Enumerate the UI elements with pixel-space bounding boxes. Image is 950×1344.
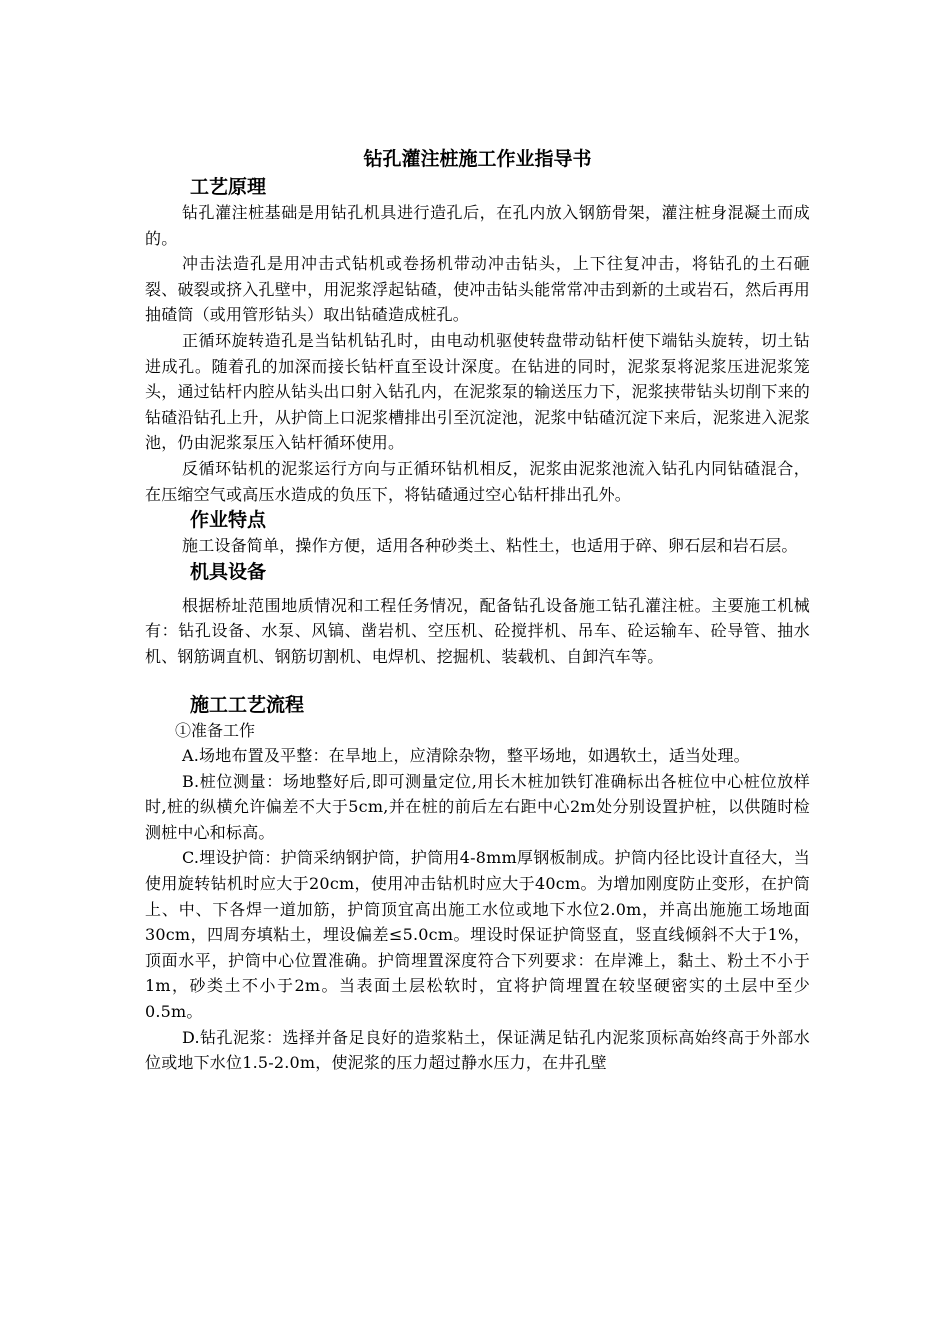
paragraph-site-layout: A.场地布置及平整：在旱地上，应清除杂物，整平场地，如遇软土，适当处理。	[182, 746, 750, 766]
paragraph: 根据桥址范围地质情况和工程任务情况，配备钻孔设备施工钻孔灌注桩。主要施工机械有：钻孔设备、水泵、风镐、凿岩机、空压机、砼搅拌机、吊车、砼运输车、砼导管、抽水机、钢筋调直机、钢筋切割机、电焊机、挖掘机、装载机、自卸汽车等。	[145, 595, 810, 666]
section-heading-work-features: 作业特点	[190, 509, 267, 532]
section-heading-process-principle: 工艺原理	[190, 176, 267, 198]
subsection-preparation: ①准备工作	[175, 720, 256, 740]
paragraph-casing-installation: C.埋设护筒：护筒采纳钢护筒，护筒用4-8mm厚钢板制成。护筒内径比设计直径大，当使用旋转钻机时应大于20cm，使用冲击钻机时应大于40cm。为增加刚度防止变形，在护筒上、中、下各焊一道加筋，护筒顶宜高出施工水位或地下水位2.0m，并高出施施工场地面30cm，四周夯填粘土，埋设偏差≤5.0cm。埋设时保证护筒竖直，竖直线倾斜不大于1%，顶面水平，护筒中心位置准确。护筒埋置深度符合下列要求：在岸滩上，黏土、粉土不小于1m，砂类土不小于2m。当表面土层松软时，宜将护筒埋置在较坚硬密实的土层中至少0.5m。	[145, 848, 810, 1022]
section-heading-equipment: 机具设备	[190, 560, 267, 583]
paragraph: 正循环旋转造孔是当钻机钻孔时，由电动机驱使转盘带动钻杆使下端钻头旋转，切土钻进成孔。随着孔的加深而接长钻杆直至设计深度。在钻进的同时，泥浆泵将泥浆压进泥浆笼头，通过钻杆内腔从钻头出口射入钻孔内，在泥浆泵的输送压力下，泥浆挟带钻头切削下来的钻碴沿钻孔上升，从护筒上口泥浆槽排出引至沉淀池，泥浆中钻碴沉淀下来后，泥浆进入泥浆池，仍由泥浆泵压入钻杆循环使用。	[145, 330, 810, 453]
document-body	[145, 146, 810, 1076]
paragraph: 反循环钻机的泥浆运行方向与正循环钻机相反，泥浆由泥浆池流入钻孔内同钻碴混合，在压缩空气或高压水造成的负压下，将钻碴通过空心钻杆排出孔外。	[145, 458, 810, 504]
document-title: 钻孔灌注桩施工作业指导书	[363, 148, 592, 170]
paragraph-drilling-mud: D.钻孔泥浆：选择并备足良好的造浆粘土，保证满足钻孔内泥浆顶标高始终高于外部水位或地下水位1.5-2.0m，使泥浆的压力超过静水压力，在井孔壁	[145, 1027, 810, 1073]
paragraph: 钻孔灌注桩基础是用钻孔机具进行造孔后，在孔内放入钢筋骨架，灌注桩身混凝土而成的。	[145, 203, 810, 248]
paragraph-pile-survey: B.桩位测量：场地整好后,即可测量定位,用长木桩加铁钉准确标出各桩位中心桩位放样时,桩的纵横允许偏差不大于5cm,并在桩的前后左右距中心2m处分别设置护桩，以供随时检测桩中心和标高。	[145, 771, 810, 842]
section-heading-construction-flow: 施工工艺流程	[190, 693, 305, 716]
paragraph: 冲击法造孔是用冲击式钻机或卷扬机带动冲击钻头，上下往复冲击，将钻孔的土石砸裂、破裂或挤入孔壁中，用泥浆浮起钻碴，使冲击钻头能常常冲击到新的土或岩石，然后再用抽碴筒（或用管形钻头）取出钻碴造成桩孔。	[145, 254, 810, 325]
paragraph: 施工设备简单，操作方便，适用各种砂类土、粘性土，也适用于碎、卵石层和岩石层。	[182, 536, 798, 556]
